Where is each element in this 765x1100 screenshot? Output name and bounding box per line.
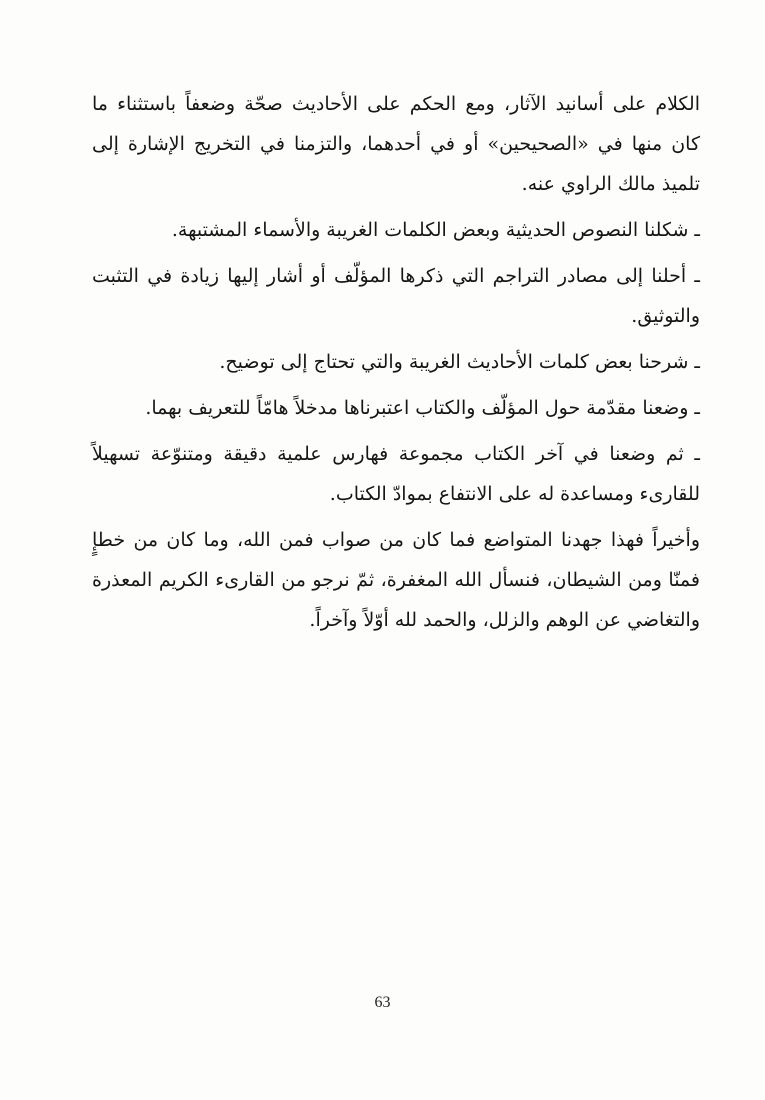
paragraph-5: ـ وضعنا مقدّمة حول المؤلّف والكتاب اعتبرناها مدخلاً هامّاً للتعريف بهما. bbox=[145, 397, 700, 419]
paragraph-2: ـ شكلنا النصوص الحديثية وبعض الكلمات الغريبة والأسماء المشتبهة. bbox=[171, 219, 700, 241]
paragraph-4: ـ شرحنا بعض كلمات الأحاديث الغريبة والتي تحتاج إلى توضيح. bbox=[219, 351, 700, 373]
paragraph-1: الكلام على أسانيد الآثار، ومع الحكم على الأحاديث صحّة وضعفاً باستثناء ما كان منها في «الصحيحين» أو في أحدهما، والتزمنا في التخريج الإشارة إلى تلميذ مالك الراوي عنه. bbox=[92, 93, 700, 195]
paragraph-6: ـ ثم وضعنا في آخر الكتاب مجموعة فهارس علمية دقيقة ومتنوّعة تسهيلاً للقارىء ومساعدة له على الانتفاع بموادّ الكتاب. bbox=[92, 443, 700, 505]
page-body bbox=[92, 84, 700, 640]
paragraph-7: وأخيراً فهذا جهدنا المتواضع فما كان من صواب فمن الله، وما كان من خطإٍ فمنّا ومن الشيطان، فنسأل الله المغفرة، ثمّ نرجو من القارىء الكريم المعذرة والتغاضي عن الوهم والزلل، والحمد لله أوّلاً وآخراً. bbox=[92, 529, 700, 631]
paragraph-3: ـ أحلنا إلى مصادر التراجم التي ذكرها المؤلّف أو أشار إليها زيادة في التثبت والتوثيق. bbox=[92, 265, 700, 327]
page-number: 63 bbox=[374, 994, 391, 1011]
